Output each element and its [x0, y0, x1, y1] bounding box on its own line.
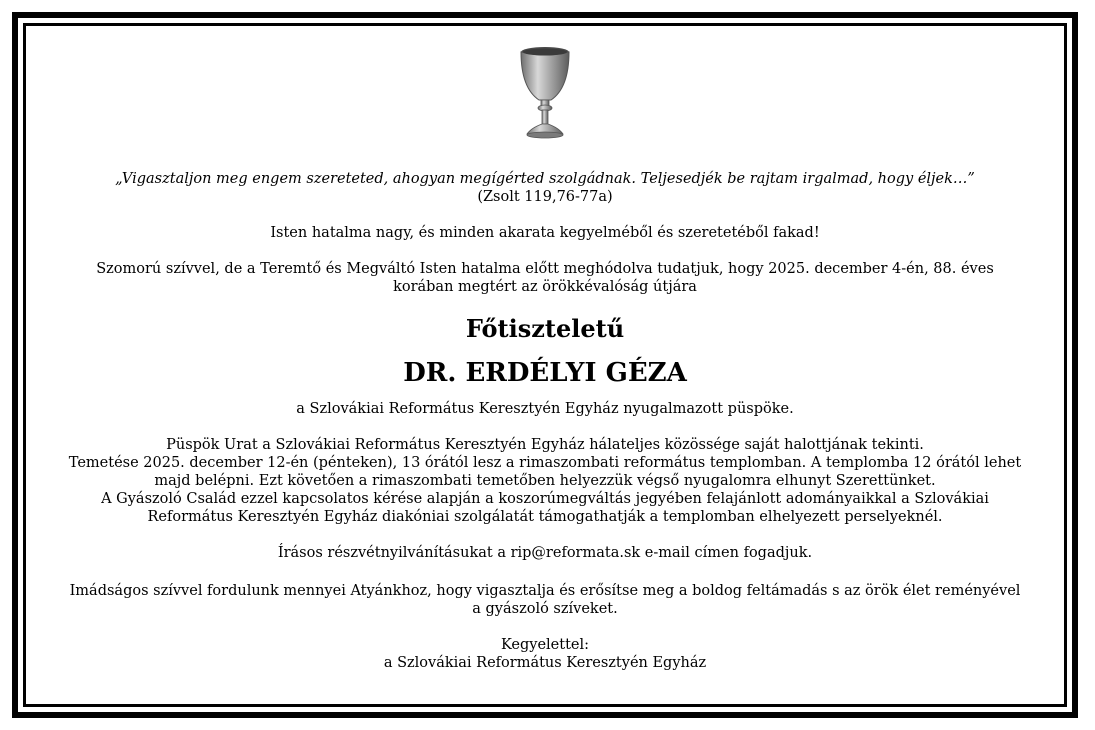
obituary-card [26, 26, 1064, 704]
honorific-title: Főtiszteletű [465, 314, 625, 343]
death-announcement: Szomorú szívvel, de a Teremtő és Megváltó Isten hatalma előtt meghódolva tudatjuk, hogy 2025. december 4-én, 88. éves korában megtért az örökkévalóság útjára [96, 261, 994, 295]
community-paragraph: Püspök Urat a Szlovákiai Református Keresztyén Egyház hálatelјes közössége saját halottjának tekinti. [166, 437, 924, 453]
funeral-paragraph: Temetése 2025. december 12-én (pénteken), 13 órától lesz a rimaszombati református templomban. A templomba 12 órától lehet majd belépni. Ezt követően a rimaszombati temetőben helyezzük végső nyugalomra elhunyt Szerettünket. [68, 455, 1022, 489]
bible-quote: „Vigasztaljon meg engem szereteted, ahogyan megígérted szolgádnak. Teljesedjék be rajtam irgalmad, hogy éljek…” [115, 171, 975, 187]
donation-paragraph: A Gyászoló Család ezzel kapcsolatos kérése alapján a koszorúmegváltás jegyében felajánlott adományaikkal a Szlovákiai Református Keresztyén Egyház diakóniai szolgálatát támogathatják a templomban elhelyezett perselyeknél. [101, 491, 989, 525]
deceased-position: a Szlovákiai Református Keresztyén Egyház nyugalmazott püspöke. [296, 401, 794, 417]
funeral-details [66, 436, 1024, 526]
closing-signature: a Szlovákiai Református Keresztyén Egyház [383, 655, 707, 671]
quote-reference: (Zsolt 119,76-77a) [477, 189, 613, 205]
condolence-note: Írásos részvétnyilvánításukat a rip@reformata.sk e-mail címen fogadjuk. [277, 545, 813, 561]
chalice-icon [517, 44, 573, 140]
deceased-name: DR. ERDÉLYI GÉZA [403, 358, 687, 388]
closing-label: Kegyelettel: [500, 637, 590, 653]
faith-statement: Isten hatalma nagy, és minden akarata kegyelméből és szeretetéből fakad! [270, 225, 820, 241]
prayer-paragraph: Imádságos szívvel fordulunk mennyei Atyánkhoz, hogy vigasztalja és erősítse meg a boldog feltámadás s az örök élet reményével a gyászoló szíveket. [69, 583, 1021, 617]
